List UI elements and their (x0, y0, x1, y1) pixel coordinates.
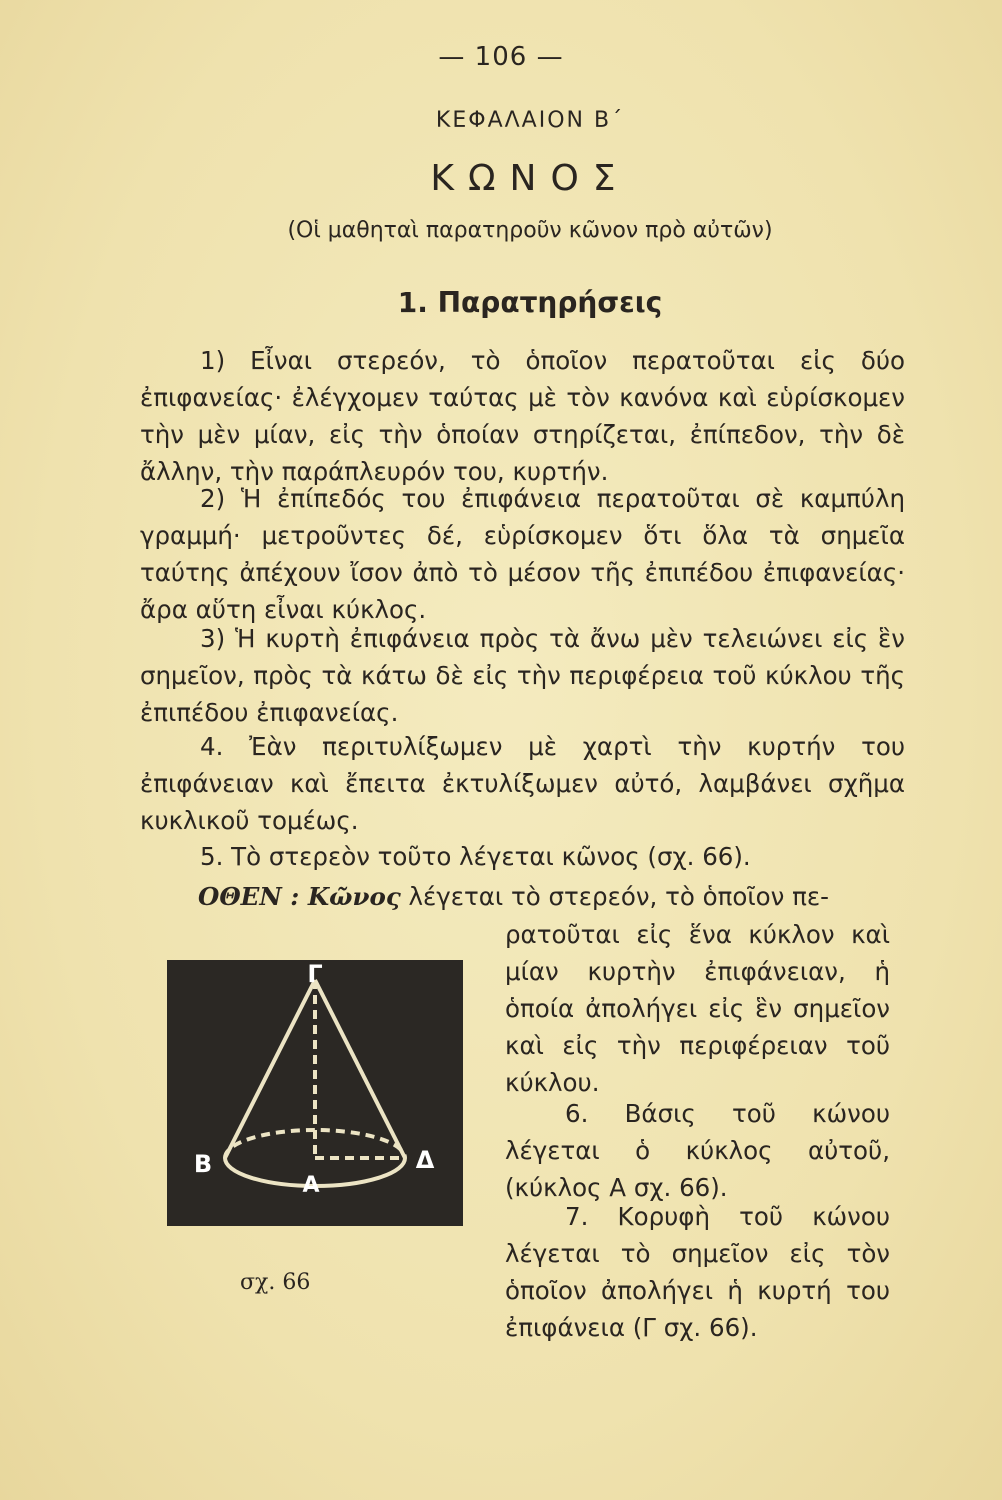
cone-figure (165, 958, 465, 1228)
chapter-title: ΚΩΝΟΣ (430, 158, 630, 199)
chapter-heading: ΚΕΦΑΛΑΙΟΝ Β΄ (435, 108, 625, 133)
item-6: 6. Βάσις τοῦ κώνου λέγεται ὁ κύκλος αὐτοῦ, (κύκλος Α σχ. 66). (505, 1099, 890, 1202)
definition-line (198, 878, 829, 915)
page-number: — 106 — (438, 42, 564, 72)
paragraph-4: 4. Ἐὰν περιτυλίξωμεν μὲ χαρτὶ τὴν κυρτήν του ἐπιφάνειαν καὶ ἔπειτα ἐκτυλίξωμεν αὐτό, λαμβάνει σχῆμα κυκλικοῦ τομέως. (140, 732, 905, 835)
definition-start: λέγεται τὸ στερεόν, τὸ ὁποῖον πε- (400, 882, 829, 911)
figure-caption: σχ. 66 (240, 1270, 311, 1295)
section-heading: 1. Παρατηρήσεις (397, 286, 663, 319)
paragraph-3: 3) Ἡ κυρτὴ ἐπιφάνεια πρὸς τὰ ἄνω μὲν τελειώνει εἰς ἓν σημεῖον, πρὸς τὰ κάτω δὲ εἰς τὴν περιφέρεια τοῦ κύκλου τῆς ἐπιπέδου ἐπιφανείας. (140, 624, 905, 727)
apex-label: Γ (307, 960, 323, 988)
paragraph-1: 1) Εἶναι στερεόν, τὸ ὁποῖον περατοῦται εἰς δύο ἐπιφανείας· ἐλέγχομεν ταύτας μὲ τὸν κανόνα καὶ εὑρίσκομεν τὴν μὲν μίαν, εἰς τὴν ὁποίαν στηρίζεται, ἐπίπεδον, τὴν δὲ ἄλλην, τὴν παράπλευρόν του, κυρτήν. (140, 346, 905, 486)
base-label: Α (302, 1173, 320, 1198)
paragraph-5: 5. Τὸ στερεὸν τοῦτο λέγεται κῶνος (σχ. 66). (200, 842, 751, 871)
right-label: Δ (415, 1146, 435, 1174)
item-7: 7. Κορυφὴ τοῦ κώνου λέγεται τὸ σημεῖον εἰς τὸν ὁποῖον ἀπολήγει ἡ κυρτή του ἐπιφάνεια (Γ σχ. 66). (505, 1202, 890, 1342)
definition-label: ΟΘΕΝ : Κῶνος (198, 882, 401, 911)
definition-continuation: ρατοῦται εἰς ἕνα κύκλον καὶ μίαν κυρτὴν ἐπιφάνειαν, ἡ ὁποία ἀπολήγει εἰς ἓν σημεῖον καὶ εἰς τὴν περιφέρειαν τοῦ κύκλου. (505, 920, 890, 1097)
chapter-subtitle: (Οἱ μαθηταὶ παρατηροῦν κῶνον πρὸ αὐτῶν) (287, 218, 773, 243)
left-label: Β (193, 1150, 213, 1178)
paragraph-2: 2) Ἡ ἐπίπεδός του ἐπιφάνεια περατοῦται σὲ καμπύλη γραμμή· μετροῦντες δέ, εὑρίσκομεν ὅτι ὅλα τὰ σημεῖα ταύτης ἀπέχουν ἴσον ἀπὸ τὸ μέσον τῆς ἐπιπέδου ἐπιφανείας· ἄρα αὕτη εἶναι κύκλος. (140, 484, 905, 624)
